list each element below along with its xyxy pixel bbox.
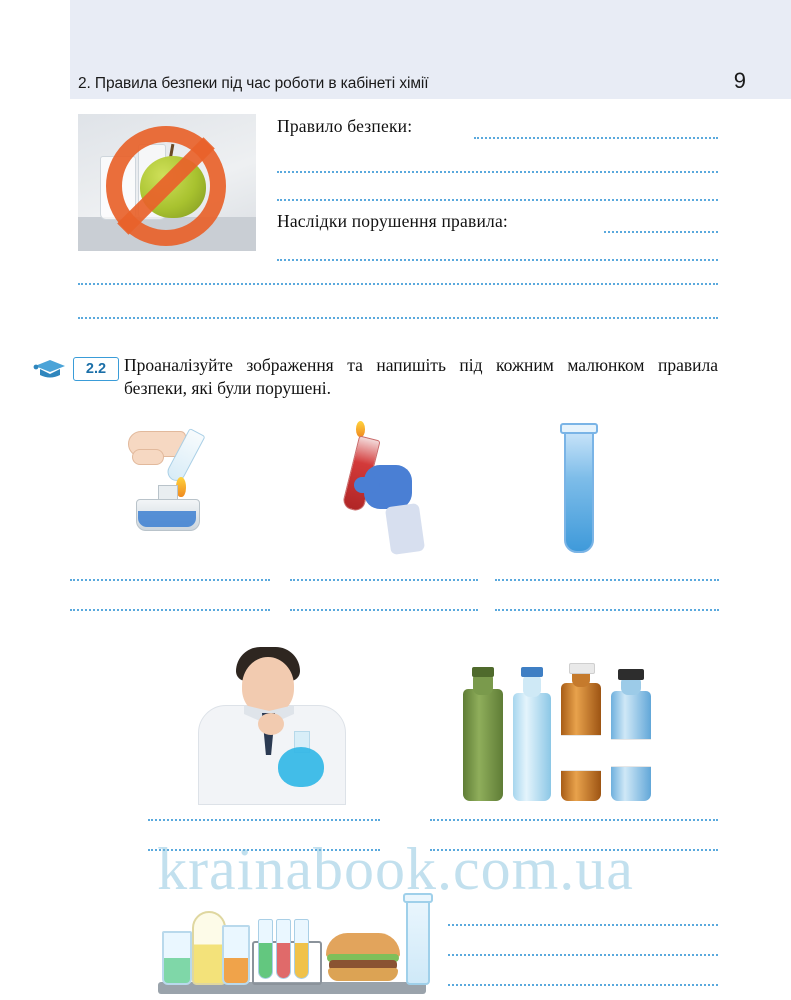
rule-label: Правило безпеки: — [277, 116, 413, 136]
burger-among-lab-glassware — [148, 889, 438, 994]
page-content — [0, 99, 791, 1000]
writing-line[interactable] — [290, 577, 478, 581]
task-instruction: Проаналізуйте зображення та напишіть під кожним малюнком правила безпеки, які були порушені. — [124, 355, 718, 399]
chemist-tasting-substance-from-flask — [180, 639, 362, 809]
amber-bottle-cap — [569, 663, 595, 674]
graduation-cap-icon — [33, 357, 67, 379]
page-title: 2. Правила безпеки під час роботи в кабінеті хімії — [78, 75, 429, 92]
sleeve-icon — [385, 503, 425, 555]
writing-line[interactable] — [277, 197, 718, 201]
writing-line[interactable] — [78, 281, 718, 285]
graduated-cylinder — [406, 897, 430, 985]
page-number: 9 — [733, 68, 746, 93]
flame-icon — [356, 421, 365, 437]
test-tube-body — [564, 427, 594, 553]
writing-line[interactable] — [148, 817, 380, 821]
thumb-icon — [132, 449, 164, 465]
flask-body — [278, 747, 324, 787]
writing-line[interactable] — [448, 982, 718, 986]
writing-line[interactable] — [70, 577, 270, 581]
flask-yellow — [192, 911, 226, 985]
consequence-label: Наслідки порушення правила: — [277, 211, 508, 231]
blue-bottle-cap — [618, 669, 644, 680]
glove-thumb-icon — [354, 477, 380, 493]
writing-line[interactable] — [78, 315, 718, 319]
writing-line[interactable] — [448, 952, 718, 956]
cylinder-rim — [403, 893, 433, 903]
blue-bottle-label — [611, 739, 651, 767]
amber-bottle-label — [561, 735, 601, 771]
writing-line[interactable] — [290, 607, 478, 611]
writing-line[interactable] — [277, 257, 718, 261]
writing-line[interactable] — [148, 847, 380, 851]
burger-bottom-bun — [328, 968, 398, 981]
writing-line[interactable] — [70, 607, 270, 611]
green-bottle-cap — [472, 667, 494, 677]
test-tube-rim — [560, 423, 598, 434]
writing-line[interactable] — [277, 169, 718, 173]
flask-icon — [272, 731, 330, 787]
writing-line[interactable] — [474, 135, 718, 139]
rack-tube-yellow — [294, 919, 309, 979]
hand-heating-test-tube-over-burner — [118, 423, 228, 558]
beaker-green — [162, 931, 192, 985]
full-blue-test-tube — [556, 421, 602, 561]
green-bottle — [463, 689, 503, 801]
writing-line[interactable] — [495, 577, 719, 581]
writing-line[interactable] — [495, 607, 719, 611]
no-food-in-lab-photo — [78, 114, 256, 251]
gloved-hand-holding-burning-test-tube — [330, 419, 448, 559]
writing-line[interactable] — [448, 922, 718, 926]
face — [242, 657, 294, 715]
burner-liquid — [138, 511, 196, 527]
water-bottle — [513, 693, 551, 801]
water-bottle-cap — [521, 667, 543, 677]
rack-tube-red — [276, 919, 291, 979]
water-bottle-neck — [523, 675, 541, 697]
beaker-orange — [222, 925, 250, 985]
task-number-badge: 2.2 — [73, 357, 119, 381]
writing-line[interactable] — [604, 229, 718, 233]
writing-line[interactable] — [430, 817, 718, 821]
chemicals-in-food-drink-bottles — [455, 661, 655, 809]
page-header — [78, 68, 746, 94]
burger-icon — [326, 933, 400, 981]
rack-tube-green — [258, 919, 273, 979]
watermark: krainabook.com.ua — [157, 836, 634, 902]
writing-line[interactable] — [430, 847, 718, 851]
